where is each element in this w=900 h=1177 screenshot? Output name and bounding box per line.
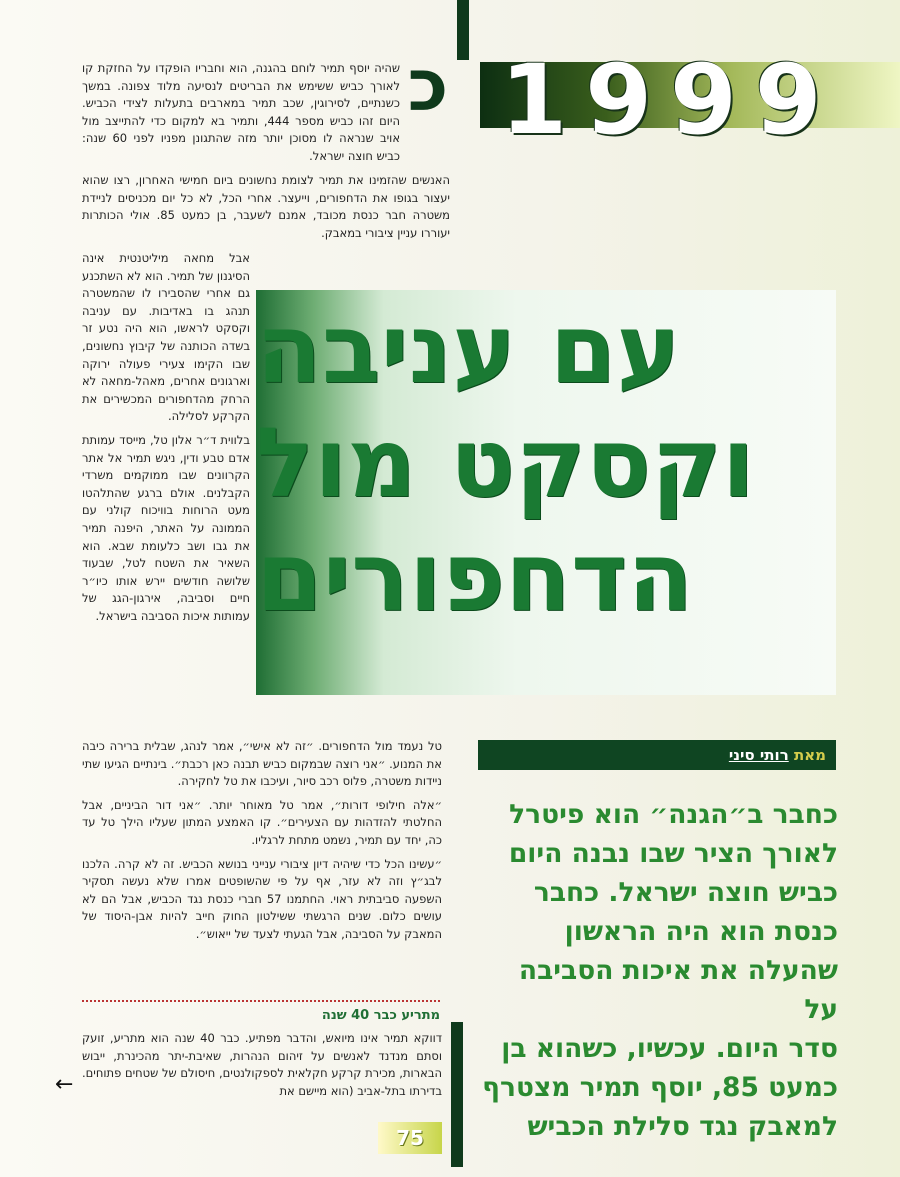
dotted-divider <box>82 1000 440 1002</box>
bottom-divider-bar <box>451 1022 463 1167</box>
side-paragraph-2: בלווית ד״ר אלון טל, מייסד עמותת אדם טבע ודין, ניגש תמיר אל אתר הקרוונים שבו ממוקמים משרדי הקבלנים. אולם ברגע שהתלהטו מעט הרוחות בוויכוח קולני עם הממונה על האתר, היפנה תמיר את גבו ושב כלעומת שבא. הוא השאיר את השטח לטל, שבעוד שלושה חודשים יירש אותו כיו״ר חיים וסביבה, אירגון-הגג של עמותות איכות הסביבה בישראל. <box>82 432 250 623</box>
lower-column <box>82 738 442 950</box>
headline-line-1: עם עניבה <box>256 293 681 405</box>
final-column <box>82 1030 442 1106</box>
lower-paragraph-1: טל נעמד מול הדחפורים. ״זה לא אישי״, אמר לנהג, שבלית ברירה כיבה את המנוע. ״אני רוצה שבמקום כביש תבנה כאן רכבת״. בינתיים הגיעו שתי ניידות משטרה, פלוס רכב סיור, ועיכבו את טל לחקירה. <box>82 739 442 789</box>
lead-line: כחבר ב״הגנה״ הוא פיטרל <box>509 799 838 830</box>
lead-line: סדר היום. עכשיו, כשהוא בן <box>501 1033 838 1064</box>
side-paragraph-1: אבל מחאה מיליטנטית אינה הסיגנון של תמיר. הוא לא השתכנע גם אחרי שהסבירו לו שהמשטרה תנהג בו באדיבות. עם עניבה וקסקט לראשו, הוא היה נטע זר בשדה הכותנה של קיבוץ נחשונים, שבו הקימו צעירי פעולה ירוקה וארגונים אחרים, מאהל-מחאה לא הרחק מהדחפורים המכשירים את הקרקע לסלילה. <box>82 251 250 424</box>
intro-column <box>82 60 400 172</box>
lead-line: כמעט 85, יוסף תמיר מצטרף <box>482 1072 838 1103</box>
side-column <box>82 250 250 631</box>
subheading: מתריע כבר 40 שנה <box>321 1008 440 1023</box>
drop-cap: כ <box>407 43 449 127</box>
lead-line: כביש חוצה ישראל. כחבר <box>533 877 838 908</box>
page-number: 75 <box>396 1126 424 1150</box>
lead-line: שהעלה את איכות הסביבה על <box>518 955 838 1025</box>
arrow-left-icon: ← <box>55 1072 74 1097</box>
lead-text <box>478 795 838 1146</box>
intro-paragraph-2: האנשים שהזמינו את תמיר לצומת נחשונים ביום חמישי האחרון, רצו שהוא יעצור בגופו את הדחפורים, וייעצר. אחרי הכל, לא כל יום מכניסים לניידת משטרה חבר כנסת מכובד, אמנם לשעבר, בן כמעט 85. אולי הכותרות יעוררו עניין ציבורי במאבק. <box>82 173 450 240</box>
intro-column-2 <box>82 172 450 248</box>
lower-paragraph-2: ״אלה חילופי דורות״, אמר טל מאוחר יותר. ״אני דור הביניים, אבל החלטתי להזדהות עם הצעירים״. קו האמצע המתון שעליו הילך טל עד כה, יחד עם תמיר, נשמט מתחת לרגליו. <box>82 797 442 847</box>
year-label: 1999 <box>500 44 840 156</box>
author-bar <box>478 740 836 770</box>
lead-line: למאבק נגד סלילת הכביש <box>527 1111 838 1142</box>
lead-line: כנסת הוא היה הראשון <box>564 916 838 947</box>
headline-line-3: הדחפורים <box>256 521 694 633</box>
lead-line: לאורך הציר שבו נבנה היום <box>508 838 838 869</box>
intro-paragraph-1: שהיה יוסף תמיר לוחם בהגנה, הוא וחבריו הופקדו על החזקת קו לאורך כביש ששימש את הבריטים לנסיעה מלוד צפונה. במשך כשנתיים, לסירוגין, שכב תמיר במארבים בתעלות לצידי הכביש. היום זהו כביש מספר 444, ותמיר בא למקום כדי להתייצב מול אויב שנראה לו מסוכן יותר מזה שהתגונן מפניו לפני 60 שנה: כביש חוצה ישראל. <box>82 61 401 163</box>
byline <box>729 740 826 770</box>
headline-line-2: וקסקט מול <box>256 407 755 519</box>
byline-prefix: מאת <box>793 746 826 764</box>
lower-paragraph-3: ״עשינו הכל כדי שיהיה דיון ציבורי ענייני בנושא הכביש. זה לא קרה. הלכנו לבג״ץ וזה לא עזר, אף על פי שהשופטים אמרו שלא נעשה תסקיר השפעה סביבתית ראוי. החתמנו 57 חברי כנסת נגד הכביש, אבל הם לא עושים כלום. שנים הרגשתי ששילטון החוק חייב להיות אבן-היסוד של המאבק על הסביבה, אבל הגעתי לצעד של ייאוש״. <box>82 856 442 941</box>
byline-name: רותי סיני <box>728 746 789 764</box>
headline <box>256 292 834 692</box>
top-divider-bar <box>457 0 469 60</box>
final-paragraph: דווקא תמיר אינו מיואש, והדבר מפתיע. כבר 40 שנה הוא מתריע, זועק וסתם מנדנד לאנשים על זיהום הנהרות, שאיבת-יתר מהכינרת, ייבוש הבארות, מכירת קרקע חקלאית לספקולנטים, חיסולם של שטחים פתוחים. בדירתו בתל-אביב (הוא מיישם את <box>82 1031 442 1098</box>
